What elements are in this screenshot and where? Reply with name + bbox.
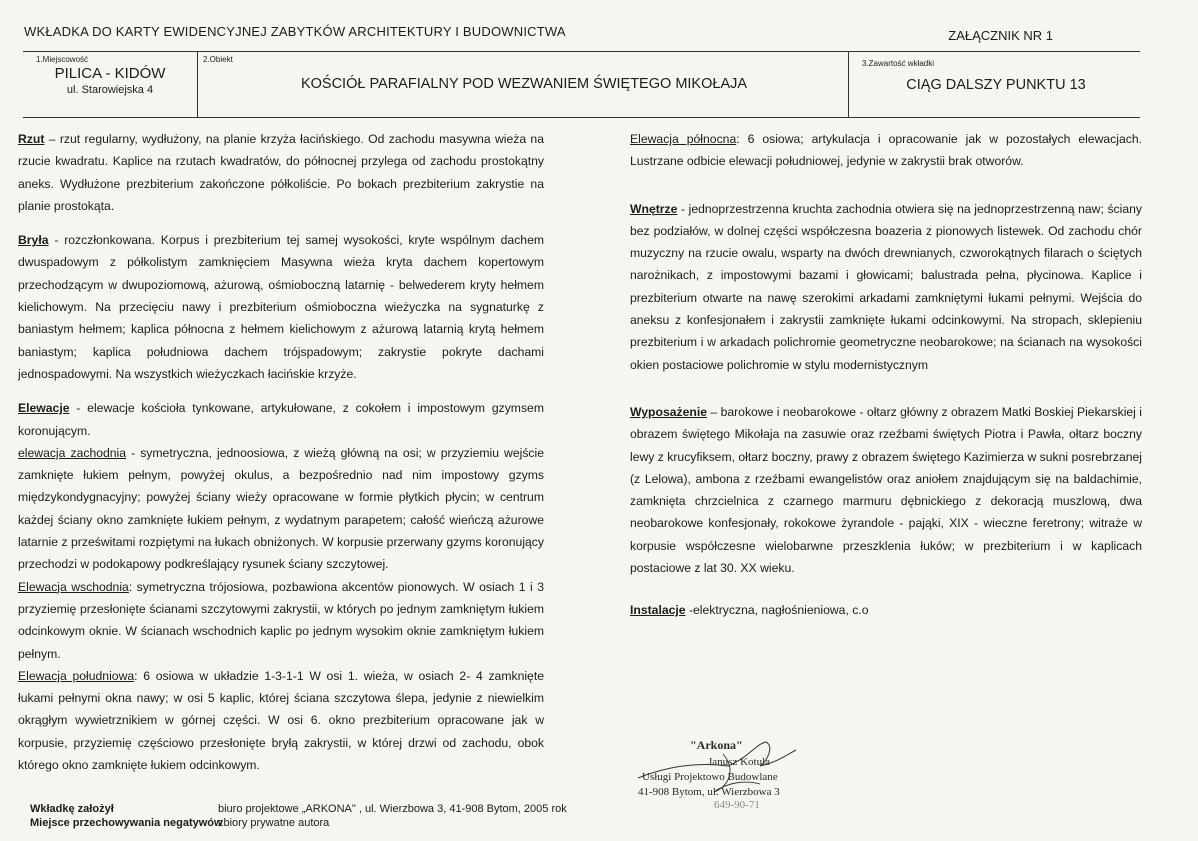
heading-wyposazenie: Wyposażenie [630,404,707,419]
heading-elewacja-zachodnia: elewacja zachodnia [18,445,127,460]
header-top-rule [23,51,1140,52]
header-divider-2 [848,51,849,117]
object-name: KOŚCIÓŁ PARAFIALNY POD WEZWANIEM ŚWIĘTEGO MIKOŁAJA [300,76,748,92]
section-rzut [18,128,544,217]
stamp-line-3: Usługi Projektowo Budowlane [642,771,778,783]
annex-number: ZAŁĄCZNIK NR 1 [948,28,1053,43]
text-elewacja-wschodnia: : symetryczna trójosiowa, pozbawiona akcentów pionowych. W osiach 1 i 3 przyziemię przesłonięte ścianami szczytowymi zakrystii, w których po jednym zamkniętym łukiem odcinkowym oknie. W ścianach wschodnich kaplic po jednym wysokim oknie zamkniętym łukiem pełnym. [18,579,544,661]
header-bottom-rule [23,117,1140,118]
right-column [630,128,1142,622]
place-street: ul. Starowiejska 4 [66,84,154,96]
company-stamp [628,732,848,812]
content-value: CIĄG DALSZY PUNKTU 13 [906,77,1086,93]
object-label: 2.Obiekt [203,55,233,64]
text-rzut: – rzut regularny, wydłużony, na planie krzyża łacińskiego. Od zachodu masywna wieża na rzucie kwadratu. Kaplice na rzutach kwadratów, do północnej przylega od zachodu prostokątny aneks. Wydłużone prezbiterium zakończone półkoliście. Po bokach prezbiterium zakrystie na planie prostokąta. [18,132,544,213]
section-elewacja-wschodnia [18,576,544,665]
section-elewacje [18,397,544,442]
heading-elewacja-poludniowa: Elewacja południowa [18,668,135,683]
footer-value-negatives: zbiory prywatne autora [218,817,330,829]
text-wnetrze: - jednoprzestrzenna kruchta zachodnia otwiera się na jednoprzestrzenną naw; ściany bez podziałów, w dolnej części współczesna boazeria z pionowych listewek. Od zachodu chór muzyczny na rzucie owalu, wsparty na dwóch drewnianych, czworokątnych filarach o ściętych narożnikach, z impostowymi bazami i głowicami; balustrada pełna, płycinowa. Kaplice i prezbiterium otwarte na nawę szerokimi arkadami zamkniętymi łukami pełnymi. Wejścia do aneksu z konfesjonałem i zakrystii zamknięte łukami odcinkowymi. Na stropach, sklepieniu prezbiterium i w arkadach polichromie geometryczne neobarokowe; na ścianach na wysokości okien postaciowe polichromie w stylu modernistycznym [630,201,1142,372]
section-wyposazenie [630,401,1142,579]
text-wyposazenie: – barokowe i neobarokowe - ołtarz główny z obrazem Matki Boskiej Piekarskiej i obrazem świętego Mikołaja na zasuwie oraz rzeźbami świętych Piotra i Pawła, ołtarz boczny lewy z krucyfiksem, ołtarz boczny, prawy z obrazem świętego Kazimierza w sukni posrebrzanej (z Lelowa), ambona z rzeźbami ewangelistów oraz aniołem znajdującym się na baldachimie, zamknięta chrzcielnica z czarnego marmuru dębnickiego z dekoracją muszlową, dwa neobarokowe konfesjonały, rokokowe żyrandole - pająki, XIX - wieczne feretrony; witraże w korpusie współczesne wielobarwne przeszklenia łuków; w prezbiterium i w kaplicach postaciowe z lat 30. XX wieku. [630,404,1142,576]
footer-labels [30,802,223,830]
heading-elewacja-wschodnia: Elewacja wschodnia [18,579,129,594]
heading-instalacje: Instalacje [630,603,686,618]
stamp-line-4: 41-908 Bytom, ul. Wierzbowa 3 [638,786,780,798]
place-label: 1.Miejscowość [36,55,89,64]
text-elewacja-polnocna: : 6 osiowa; artykulacja i opracowanie jak w pozostałych elewacjach. Lustrzane odbicie elewacji południowej, jedynie w zakrystii brak otworów. [630,132,1143,169]
section-bryla [18,229,544,385]
heading-elewacja-polnocna: Elewacja północna [630,132,737,146]
stamp-line-2: Janusz Kotula [708,756,771,768]
document-title: WKŁADKA DO KARTY EWIDENCYJNEJ ZABYTKÓW ARCHITEKTURY I BUDOWNICTWA [24,24,566,39]
text-elewacja-poludniowa: : 6 osiowa w układzie 1-3-1-1 W osi 1. wieża, w osiach 2- 4 zamknięte łukami pełnymi okna nawy; w osi 5 kaplic, której ściana szczytowa ślepa, jedynie z niewielkim okrągłym wywietrznikiem w górnej części. W osi 6. okno prezbiterium opracowane jak w korpusie, przyziemię częściowo przesłonięte bryłą zakrystii, w której drzwi od zachodu, obok którego okno zamknięte łukiem odcinkowym. [18,668,545,773]
text-elewacja-zachodnia: - symetryczna, jednoosiowa, z wieżą główną na osi; w przyziemiu wejście zamknięte łukiem pełnym, powyżej okulus, a bezpośrednio nad nim impostowy gzyms międzykondygnacyjny; powyżej ściany wieży opracowane w formie płytkich płycin; w centrum każdej ściany okno zamknięte łukiem pełnym, z wydatnym parapetem; całość wieńczą ażurowe latarnie z prześwitami rozpiętymi na łukach obniżonych. W korpusie przerwany gzyms koronujący przechodzi w podokapowy podkreślający rysunek ściany szczytowej. [18,445,545,572]
header-divider-1 [197,51,198,117]
footer-values [218,802,567,830]
text-instalacje: -elektryczna, nagłośnieniowa, c.o [685,603,869,618]
text-bryla: - rozczłonkowana. Korpus i prezbiterium tej samej wysokości, kryte wspólnym dachem dwuspadowym z półkolistym zamknięciem Masywna wieża kryta dachem kopertowym przechodzącym w dwupoziomową, ażurową, ośmioboczną latarnię - belwederem kryty hełmem kielichowym. Na przecięciu nawy i prezbiterium ośmioboczna wieżyczka na sygnaturkę z baniastym hełmem; kaplica północna z hełmem kielichowym z ażurową latarnią krytą hełmem baniastym; kaplica południowa dachem trójspadowym; zakrystie pokryte dachami jednospadowymi. Na wszystkich wieżyczkach łacińskie krzyże. [18,233,544,381]
footer-value-author: biuro projektowe „ARKONA" , ul. Wierzbowa 3, 41-908 Bytom, 2005 rok [218,803,567,815]
footer-label-negatives: Miejsce przechowywania negatywów [30,817,223,829]
heading-rzut: Rzut [18,132,45,146]
heading-wnetrze: Wnętrze [630,201,678,216]
section-wnetrze [630,198,1142,376]
footer-label-author: Wkładkę założył [30,803,114,815]
section-elewacja-polnocna [630,128,1142,173]
place-name: PILICA - KIDÓW [54,65,166,82]
heading-elewacje: Elewacje [18,401,70,416]
left-column [18,128,544,776]
section-elewacja-zachodnia [18,442,544,576]
heading-bryla: Bryła [18,233,49,248]
stamp-line-1: "Arkona" [690,738,743,752]
content-label: 3.Zawartość wkładki [862,59,935,68]
section-elewacja-poludniowa [18,665,544,776]
text-elewacje: - elewacje kościoła tynkowane, artykułowane, z cokołem i impostowym gzymsem koronującym. [18,401,544,438]
stamp-line-5: 649-90-71 [714,799,760,811]
section-instalacje [630,599,1142,621]
